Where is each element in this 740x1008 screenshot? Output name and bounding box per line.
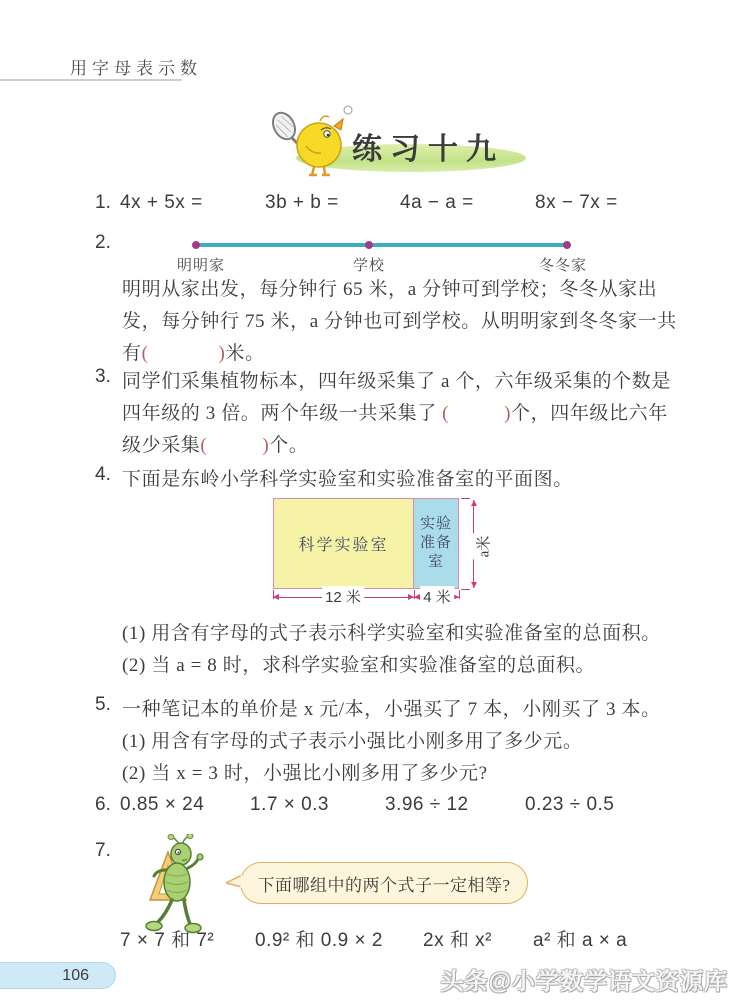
blank-paren-open: ( <box>442 403 450 424</box>
blank-paren-open: ( <box>200 435 208 456</box>
problem-2-text-line-2: 发，每分钟行 75 米，a 分钟也可到学校。从明明家到冬冬家一共 <box>122 311 677 332</box>
dimension-label-height: a米 <box>472 534 493 560</box>
dimension-tick <box>461 589 470 590</box>
prep-room <box>414 498 459 589</box>
problem-7-item-1: 7 × 7 和 7² <box>120 930 215 951</box>
page-number-badge <box>0 962 116 989</box>
problem-5-sub-2: (2) 当 x = 3 时，小强比小刚多用了多少元? <box>122 763 488 784</box>
problem-6-item-1: 0.85 × 24 <box>120 794 205 815</box>
problem-1-item-2: 3b + b = <box>265 192 339 213</box>
problem-6-row <box>95 794 665 818</box>
dimension-tick <box>273 590 274 599</box>
route-label-school: 学校 <box>352 258 386 274</box>
problem-7-item-2: 0.9² 和 0.9 × 2 <box>255 930 383 951</box>
problem-1-row <box>95 192 665 216</box>
chick-with-racket-icon <box>264 100 356 178</box>
blank-paren-close: ) <box>218 343 226 364</box>
problem-1-number: 1. <box>95 192 111 213</box>
speech-bubble-tail <box>226 873 242 891</box>
route-dot-dongdong <box>563 241 571 249</box>
route-diagram <box>176 236 588 276</box>
problem-3-text-line-3: 级少采集( )个。 <box>122 435 309 456</box>
problem-4-sub-2: (2) 当 a = 8 时，求科学实验室和实验准备室的总面积。 <box>122 655 596 676</box>
problem-3-text-line-2: 四年级的 3 倍。两个年级一共采集了 ( )个，四年级比六年 <box>122 403 668 424</box>
watermark-text: 头条@小学数学语文资源库 <box>440 968 728 994</box>
route-dot-school <box>365 241 373 249</box>
dimension-label-side: 4 米 <box>420 586 454 607</box>
problem-7-number: 7. <box>95 840 111 861</box>
speech-bubble-text: 下面哪组中的两个式子一定相等? <box>257 875 511 895</box>
problem-1-item-4: 8x − 7x = <box>535 192 618 213</box>
problem-2-text-line-3: 有( )米。 <box>122 343 265 364</box>
route-dot-mingming <box>192 241 200 249</box>
problem-4-intro: 下面是东岭小学科学实验室和实验准备室的平面图。 <box>122 469 573 490</box>
blank-paren-close: ) <box>262 435 270 456</box>
speech-bubble <box>240 862 528 904</box>
problem-3-number: 3. <box>95 366 111 387</box>
problem-7-item-3: 2x 和 x² <box>423 930 492 951</box>
problem-2-text-line-1: 明明从家出发，每分钟行 65 米，a 分钟可到学校；冬冬从家出 <box>122 279 658 300</box>
exercise-title-block <box>268 100 538 178</box>
page-number: 106 <box>62 966 89 984</box>
blank-paren-open: ( <box>141 343 149 364</box>
problem-6-number: 6. <box>95 794 111 815</box>
science-lab-room <box>273 498 414 589</box>
problem-4-number: 4. <box>95 464 111 485</box>
problem-7-row <box>95 925 665 951</box>
floor-plan-diagram <box>273 490 493 615</box>
route-label-mingming: 明明家 <box>176 258 226 274</box>
dimension-tick <box>459 590 460 599</box>
problem-4-sub-1: (1) 用含有字母的式子表示科学实验室和实验准备室的总面积。 <box>122 623 661 644</box>
problem-1-item-3: 4a − a = <box>400 192 474 213</box>
problem-6-item-2: 1.7 × 0.3 <box>250 794 329 815</box>
dimension-label-main: 12 米 <box>322 586 364 607</box>
route-line <box>195 243 568 247</box>
exercise-title: 练习十九 <box>352 133 504 166</box>
chapter-running-header: 用字母表示数 <box>70 59 202 78</box>
route-label-dongdong: 冬冬家 <box>538 258 588 274</box>
prep-room-label: 实验准备室 <box>420 516 453 570</box>
problem-2-number: 2. <box>95 232 111 253</box>
problem-5-intro: 一种笔记本的单价是 x 元/本，小强买了 7 本，小刚买了 3 本。 <box>122 699 661 720</box>
problem-7-item-4: a² 和 a × a <box>533 930 628 951</box>
problem-1-item-1: 4x + 5x = <box>120 192 203 213</box>
header-rule <box>0 79 182 81</box>
science-lab-label: 科学实验室 <box>298 537 389 554</box>
problem-6-item-3: 3.96 ÷ 12 <box>385 794 469 815</box>
problem-6-item-4: 0.23 ÷ 0.5 <box>525 794 615 815</box>
problem-3-text-line-1: 同学们采集植物标本，四年级采集了 a 个，六年级采集的个数是 <box>122 371 671 392</box>
grasshopper-mascot-icon <box>128 834 233 938</box>
dimension-tick <box>461 498 470 499</box>
problem-5-sub-1: (1) 用含有字母的式子表示小强比小刚多用了多少元。 <box>122 731 583 752</box>
blank-paren-close: ) <box>504 403 512 424</box>
problem-5-number: 5. <box>95 694 111 715</box>
